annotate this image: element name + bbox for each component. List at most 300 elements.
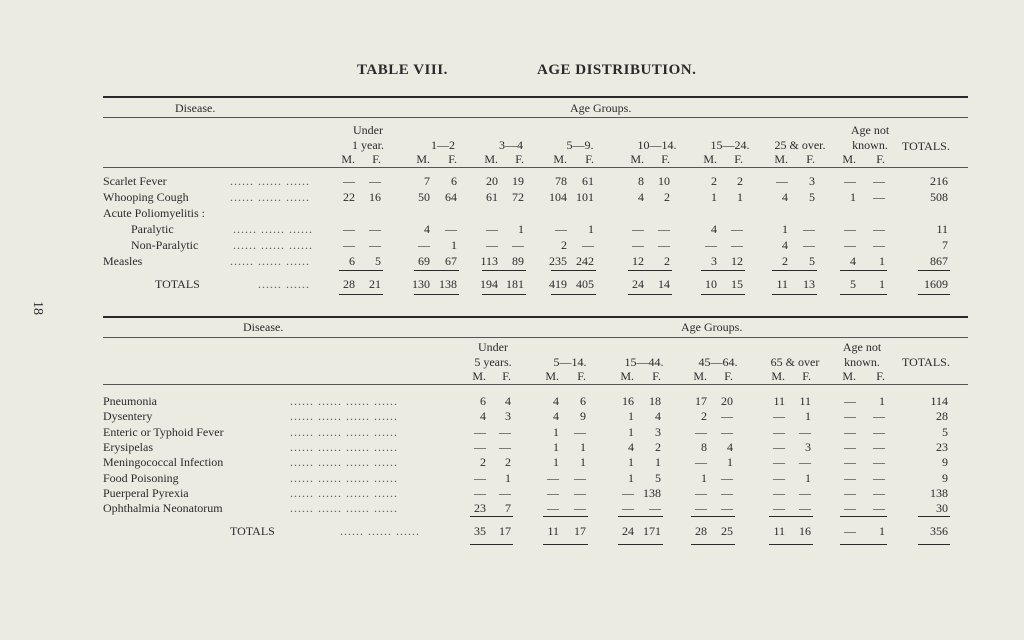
disease-label: Acute Poliomyelitis : bbox=[103, 206, 205, 220]
total-value: 28 bbox=[695, 524, 707, 538]
age-value: 1 bbox=[805, 409, 811, 423]
age-value: — bbox=[369, 222, 381, 236]
group-underline bbox=[772, 294, 817, 295]
disease-label: Non-Paralytic bbox=[131, 238, 199, 252]
group-header: 45—64. bbox=[698, 355, 738, 369]
age-value: 3 bbox=[655, 425, 661, 439]
age-value: — bbox=[695, 425, 707, 439]
male-header: M. bbox=[620, 369, 634, 383]
total-value: 28 bbox=[343, 277, 355, 291]
age-value: — bbox=[547, 486, 559, 500]
age-value: — bbox=[844, 471, 856, 485]
row-total: 7 bbox=[942, 238, 948, 252]
male-header: M. bbox=[553, 152, 567, 166]
group-underline bbox=[470, 516, 513, 517]
total-value: 17 bbox=[499, 524, 511, 538]
total-value: 130 bbox=[412, 277, 430, 291]
age-value: 2 bbox=[664, 254, 670, 268]
age-value: — bbox=[486, 222, 498, 236]
age-value: 10 bbox=[658, 174, 670, 188]
age-value: 18 bbox=[649, 394, 661, 408]
age-value: — bbox=[574, 425, 586, 439]
age-value: 64 bbox=[445, 190, 457, 204]
age-value: 1 bbox=[879, 254, 885, 268]
age-value: 12 bbox=[731, 254, 743, 268]
age-value: 4 bbox=[638, 190, 644, 204]
age-value: 6 bbox=[580, 394, 586, 408]
female-header: F. bbox=[802, 369, 811, 383]
age-value: — bbox=[803, 238, 815, 252]
age-value: — bbox=[658, 222, 670, 236]
disease-label: Food Poisoning bbox=[103, 471, 179, 485]
group-underline bbox=[840, 544, 887, 545]
age-value: 6 bbox=[349, 254, 355, 268]
age-value: — bbox=[773, 425, 785, 439]
total-value: 138 bbox=[439, 277, 457, 291]
age-value: 4 bbox=[655, 409, 661, 423]
age-value: 8 bbox=[701, 440, 707, 454]
female-header: F. bbox=[876, 152, 885, 166]
age-value: 1 bbox=[628, 409, 634, 423]
group-header: 15—24. bbox=[710, 138, 750, 152]
row-total: 138 bbox=[930, 486, 948, 500]
age-value: 11 bbox=[773, 394, 785, 408]
age-value: 16 bbox=[369, 190, 381, 204]
group-header: 5—9. bbox=[566, 138, 594, 152]
group-header: 65 & over bbox=[770, 355, 820, 369]
disease-header: Disease. bbox=[175, 101, 216, 115]
group-underline bbox=[543, 544, 588, 545]
age-value: — bbox=[343, 238, 355, 252]
age-value: 2 bbox=[505, 455, 511, 469]
age-value: — bbox=[499, 425, 511, 439]
age-value: 5 bbox=[655, 471, 661, 485]
age-value: 1 bbox=[628, 471, 634, 485]
age-value: — bbox=[873, 238, 885, 252]
age-value: 89 bbox=[512, 254, 524, 268]
age-value: — bbox=[695, 501, 707, 515]
disease-label: Pneumonia bbox=[103, 394, 157, 408]
male-header: M. bbox=[703, 152, 717, 166]
disease-label: Ophthalmia Neonatorum bbox=[103, 501, 223, 515]
female-header: F. bbox=[372, 152, 381, 166]
age-value: 4 bbox=[628, 440, 634, 454]
female-header: F. bbox=[806, 152, 815, 166]
age-value: 1 bbox=[588, 222, 594, 236]
female-header: F. bbox=[876, 369, 885, 383]
age-value: — bbox=[721, 501, 733, 515]
leader-dots: ...... ...... ...... ...... bbox=[290, 440, 398, 454]
grand-total: 356 bbox=[930, 524, 948, 538]
age-value: — bbox=[873, 501, 885, 515]
group-underline bbox=[628, 270, 672, 271]
age-value: 9 bbox=[580, 409, 586, 423]
age-value: 23 bbox=[474, 501, 486, 515]
age-value: 69 bbox=[418, 254, 430, 268]
group-header-top: Under bbox=[478, 340, 508, 354]
total-value: 11 bbox=[547, 524, 559, 538]
grand-total: 1609 bbox=[924, 277, 948, 291]
disease-label: Enteric or Typhoid Fever bbox=[103, 425, 224, 439]
age-value: 1 bbox=[518, 222, 524, 236]
age-value: — bbox=[582, 238, 594, 252]
age-value: 101 bbox=[576, 190, 594, 204]
age-value: 61 bbox=[486, 190, 498, 204]
age-value: — bbox=[418, 238, 430, 252]
age-value: 5 bbox=[809, 190, 815, 204]
age-value: — bbox=[721, 425, 733, 439]
age-value: 4 bbox=[480, 409, 486, 423]
total-value: 15 bbox=[731, 277, 743, 291]
age-value: — bbox=[844, 409, 856, 423]
group-header-top: Under bbox=[353, 123, 383, 137]
age-value: 20 bbox=[486, 174, 498, 188]
age-value: 1 bbox=[628, 455, 634, 469]
disease-label: Puerperal Pyrexia bbox=[103, 486, 189, 500]
leader-dots: ...... ...... ...... bbox=[230, 254, 310, 268]
totals-label: TOTALS bbox=[230, 524, 275, 538]
age-value: — bbox=[773, 440, 785, 454]
group-header: 25 & over. bbox=[774, 138, 826, 152]
totals-label: TOTALS bbox=[155, 277, 200, 291]
age-value: 20 bbox=[721, 394, 733, 408]
age-value: 3 bbox=[805, 440, 811, 454]
age-value: 104 bbox=[549, 190, 567, 204]
group-header: 5—14. bbox=[553, 355, 587, 369]
total-value: 16 bbox=[799, 524, 811, 538]
age-value: 242 bbox=[576, 254, 594, 268]
female-header: F. bbox=[448, 152, 457, 166]
age-value: — bbox=[474, 425, 486, 439]
disease-label: Whooping Cough bbox=[103, 190, 189, 204]
age-value: 4 bbox=[782, 238, 788, 252]
total-value: 1 bbox=[879, 524, 885, 538]
age-value: — bbox=[369, 238, 381, 252]
leader-dots: ...... ...... ...... bbox=[230, 174, 310, 188]
age-value: 78 bbox=[555, 174, 567, 188]
group-underline bbox=[470, 544, 513, 545]
total-underline bbox=[918, 544, 950, 545]
age-value: — bbox=[474, 486, 486, 500]
male-header: M. bbox=[416, 152, 430, 166]
header-rule bbox=[103, 117, 968, 118]
total-value: 24 bbox=[632, 277, 644, 291]
age-value: — bbox=[574, 501, 586, 515]
age-value: — bbox=[445, 222, 457, 236]
row-total: 11 bbox=[936, 222, 948, 236]
total-value: — bbox=[844, 524, 856, 538]
male-header: M. bbox=[842, 369, 856, 383]
group-header-top: Age not bbox=[842, 340, 882, 354]
age-value: — bbox=[499, 486, 511, 500]
age-value: 72 bbox=[512, 190, 524, 204]
age-value: 235 bbox=[549, 254, 567, 268]
age-value: — bbox=[555, 222, 567, 236]
female-header: F. bbox=[502, 369, 511, 383]
age-value: 2 bbox=[655, 440, 661, 454]
age-value: 1 bbox=[727, 455, 733, 469]
age-value: — bbox=[873, 190, 885, 204]
group-underline bbox=[691, 544, 735, 545]
age-value: 4 bbox=[711, 222, 717, 236]
age-value: 1 bbox=[711, 190, 717, 204]
age-value: — bbox=[773, 471, 785, 485]
group-header: 15—44. bbox=[624, 355, 664, 369]
age-value: 3 bbox=[809, 174, 815, 188]
leader-dots: ...... ...... bbox=[258, 277, 310, 291]
age-value: 19 bbox=[512, 174, 524, 188]
age-value: 2 bbox=[701, 409, 707, 423]
age-value: 113 bbox=[480, 254, 498, 268]
age-value: — bbox=[799, 455, 811, 469]
total-value: 171 bbox=[643, 524, 661, 538]
female-header: F. bbox=[724, 369, 733, 383]
total-underline bbox=[918, 270, 950, 271]
male-header: M. bbox=[771, 369, 785, 383]
male-header: M. bbox=[842, 152, 856, 166]
age-value: — bbox=[873, 409, 885, 423]
male-header: M. bbox=[484, 152, 498, 166]
male-header: M. bbox=[341, 152, 355, 166]
total-value: 24 bbox=[622, 524, 634, 538]
group-underline bbox=[551, 294, 596, 295]
age-value: — bbox=[773, 409, 785, 423]
age-value: 4 bbox=[782, 190, 788, 204]
age-value: 7 bbox=[424, 174, 430, 188]
age-value: — bbox=[512, 238, 524, 252]
age-value: — bbox=[721, 409, 733, 423]
age-value: — bbox=[799, 501, 811, 515]
leader-dots: ...... ...... ...... ...... bbox=[290, 425, 398, 439]
totals-header: TOTALS. bbox=[902, 139, 950, 153]
age-value: 3 bbox=[711, 254, 717, 268]
age-value: 4 bbox=[727, 440, 733, 454]
total-value: 35 bbox=[474, 524, 486, 538]
leader-dots: ...... ...... ...... ...... bbox=[290, 486, 398, 500]
age-value: — bbox=[486, 238, 498, 252]
age-value: 3 bbox=[505, 409, 511, 423]
age-value: — bbox=[844, 425, 856, 439]
age-value: 2 bbox=[711, 174, 717, 188]
group-underline bbox=[414, 270, 459, 271]
age-value: 1 bbox=[628, 425, 634, 439]
total-value: 11 bbox=[776, 277, 788, 291]
total-value: 14 bbox=[658, 277, 670, 291]
total-underline bbox=[918, 516, 950, 517]
age-value: — bbox=[873, 486, 885, 500]
group-header: known. bbox=[852, 138, 888, 152]
age-value: — bbox=[695, 455, 707, 469]
disease-label: Erysipelas bbox=[103, 440, 153, 454]
row-total: 30 bbox=[936, 501, 948, 515]
age-value: — bbox=[873, 425, 885, 439]
leader-dots: ...... ...... ...... bbox=[233, 222, 313, 236]
leader-dots: ...... ...... ...... ...... bbox=[290, 455, 398, 469]
age-value: 1 bbox=[580, 455, 586, 469]
row-total: 5 bbox=[942, 425, 948, 439]
age-value: 8 bbox=[638, 174, 644, 188]
age-value: 1 bbox=[553, 425, 559, 439]
disease-label: Dysentery bbox=[103, 409, 153, 423]
total-value: 1 bbox=[879, 277, 885, 291]
age-value: — bbox=[343, 174, 355, 188]
group-underline bbox=[543, 516, 588, 517]
age-value: — bbox=[844, 222, 856, 236]
group-underline bbox=[618, 544, 663, 545]
age-value: — bbox=[844, 238, 856, 252]
age-value: — bbox=[776, 174, 788, 188]
age-value: — bbox=[873, 471, 885, 485]
group-underline bbox=[482, 294, 526, 295]
total-value: 17 bbox=[574, 524, 586, 538]
group-underline bbox=[769, 544, 813, 545]
age-value: 1 bbox=[701, 471, 707, 485]
group-underline bbox=[701, 270, 745, 271]
disease-header: Disease. bbox=[243, 320, 284, 334]
age-value: 4 bbox=[553, 394, 559, 408]
group-header: 1—2 bbox=[431, 138, 455, 152]
row-total: 114 bbox=[930, 394, 948, 408]
age-value: — bbox=[844, 455, 856, 469]
row-total: 867 bbox=[930, 254, 948, 268]
age-value: — bbox=[343, 222, 355, 236]
group-underline bbox=[339, 270, 383, 271]
age-value: — bbox=[721, 471, 733, 485]
header-rule bbox=[103, 337, 968, 338]
leader-dots: ...... ...... ...... ...... bbox=[290, 394, 398, 408]
age-value: 1 bbox=[737, 190, 743, 204]
age-value: 4 bbox=[553, 409, 559, 423]
group-header: 3—4 bbox=[499, 138, 523, 152]
row-total: 28 bbox=[936, 409, 948, 423]
total-underline bbox=[918, 294, 950, 295]
age-value: — bbox=[773, 501, 785, 515]
table-number: TABLE VIII. bbox=[357, 62, 448, 78]
age-value: — bbox=[844, 394, 856, 408]
age-value: 4 bbox=[850, 254, 856, 268]
leader-dots: ...... ...... ...... ...... bbox=[290, 471, 398, 485]
group-underline bbox=[618, 516, 663, 517]
age-value: — bbox=[799, 486, 811, 500]
male-header: M. bbox=[774, 152, 788, 166]
age-value: 4 bbox=[505, 394, 511, 408]
age-value: — bbox=[731, 222, 743, 236]
age-value: — bbox=[474, 440, 486, 454]
total-value: 21 bbox=[369, 277, 381, 291]
male-header: M. bbox=[630, 152, 644, 166]
page-number: 18 bbox=[30, 301, 45, 315]
female-header: F. bbox=[661, 152, 670, 166]
row-total: 9 bbox=[942, 471, 948, 485]
top-rule bbox=[103, 96, 968, 98]
age-value: — bbox=[574, 486, 586, 500]
age-value: 1 bbox=[879, 394, 885, 408]
disease-label: Paralytic bbox=[131, 222, 174, 236]
age-groups-header: Age Groups. bbox=[681, 320, 743, 334]
row-total: 216 bbox=[930, 174, 948, 188]
age-value: 2 bbox=[480, 455, 486, 469]
age-value: — bbox=[799, 425, 811, 439]
age-value: — bbox=[721, 486, 733, 500]
group-underline bbox=[840, 270, 887, 271]
female-header: F. bbox=[515, 152, 524, 166]
leader-dots: ...... ...... ...... bbox=[340, 524, 420, 538]
age-value: — bbox=[632, 238, 644, 252]
age-value: — bbox=[649, 501, 661, 515]
age-value: — bbox=[873, 455, 885, 469]
age-value: — bbox=[844, 440, 856, 454]
group-header: known. bbox=[844, 355, 880, 369]
age-value: 1 bbox=[850, 190, 856, 204]
age-value: — bbox=[803, 222, 815, 236]
age-value: 138 bbox=[643, 486, 661, 500]
age-value: — bbox=[499, 440, 511, 454]
total-value: 405 bbox=[576, 277, 594, 291]
header-bottom-rule bbox=[103, 167, 968, 168]
age-value: 1 bbox=[580, 440, 586, 454]
age-value: 1 bbox=[553, 455, 559, 469]
group-underline bbox=[769, 516, 813, 517]
age-value: 4 bbox=[424, 222, 430, 236]
age-value: — bbox=[773, 455, 785, 469]
group-underline bbox=[840, 294, 887, 295]
table-heading: AGE DISTRIBUTION. bbox=[537, 62, 697, 78]
totals-header: TOTALS. bbox=[902, 355, 950, 369]
age-value: 1 bbox=[553, 440, 559, 454]
group-underline bbox=[701, 294, 745, 295]
male-header: M. bbox=[545, 369, 559, 383]
age-value: 1 bbox=[782, 222, 788, 236]
age-value: 17 bbox=[695, 394, 707, 408]
age-value: 16 bbox=[622, 394, 634, 408]
age-value: 5 bbox=[375, 254, 381, 268]
age-value: 67 bbox=[445, 254, 457, 268]
age-value: — bbox=[622, 501, 634, 515]
age-value: — bbox=[622, 486, 634, 500]
disease-label: Meningococcal Infection bbox=[103, 455, 224, 469]
age-value: — bbox=[632, 222, 644, 236]
age-value: 2 bbox=[664, 190, 670, 204]
male-header: M. bbox=[472, 369, 486, 383]
age-value: 1 bbox=[505, 471, 511, 485]
group-underline bbox=[772, 270, 817, 271]
female-header: F. bbox=[652, 369, 661, 383]
age-value: 2 bbox=[561, 238, 567, 252]
age-value: 12 bbox=[632, 254, 644, 268]
age-value: 61 bbox=[582, 174, 594, 188]
age-value: — bbox=[844, 486, 856, 500]
row-total: 23 bbox=[936, 440, 948, 454]
row-total: 9 bbox=[942, 455, 948, 469]
age-value: — bbox=[844, 501, 856, 515]
group-underline bbox=[482, 270, 526, 271]
age-value: 6 bbox=[480, 394, 486, 408]
total-value: 419 bbox=[549, 277, 567, 291]
group-underline bbox=[339, 294, 383, 295]
age-value: 2 bbox=[737, 174, 743, 188]
leader-dots: ...... ...... ...... bbox=[230, 190, 310, 204]
age-value: 1 bbox=[805, 471, 811, 485]
age-value: — bbox=[695, 486, 707, 500]
age-value: 11 bbox=[799, 394, 811, 408]
female-header: F. bbox=[585, 152, 594, 166]
age-value: 22 bbox=[343, 190, 355, 204]
total-value: 10 bbox=[705, 277, 717, 291]
age-value: — bbox=[873, 222, 885, 236]
age-value: — bbox=[474, 471, 486, 485]
group-underline bbox=[840, 516, 887, 517]
age-value: — bbox=[731, 238, 743, 252]
